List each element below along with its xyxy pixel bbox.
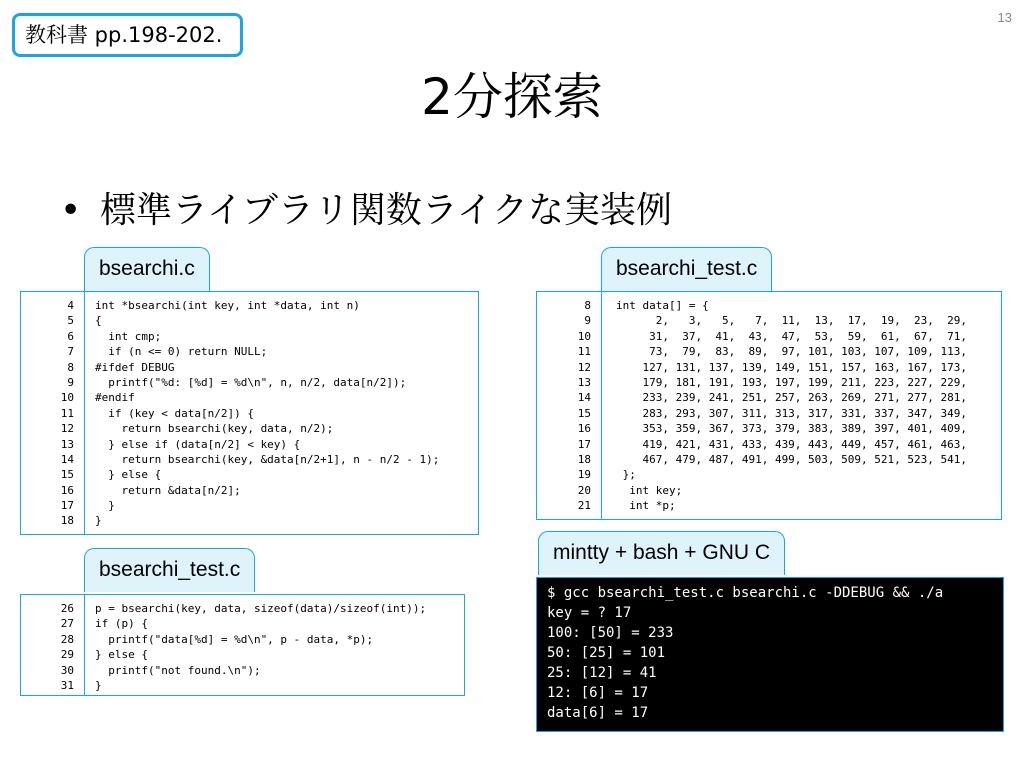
code-line: 419, 421, 431, 433, 439, 443, 449, 457, 461, 463, xyxy=(616,437,967,451)
tab-bsearchi-c: bsearchi.c xyxy=(84,247,210,291)
terminal-line: 25: [12] = 41 xyxy=(547,665,657,681)
code-box-bsearchi-test-c-search xyxy=(20,594,465,696)
code-line: p = bsearchi(key, data, sizeof(data)/sizeof(int)); xyxy=(95,602,427,615)
code-line: int data[] = { xyxy=(616,299,709,312)
code-line: } xyxy=(95,499,115,513)
line-number: 8 xyxy=(67,360,74,374)
tab-bsearchi-test-c-search: bsearchi_test.c xyxy=(84,548,255,592)
code-line: return &data[n/2]; xyxy=(95,483,241,497)
code-line: } else { xyxy=(95,468,162,482)
code-line: } xyxy=(95,514,102,528)
line-number: 16 xyxy=(577,422,591,436)
line-number: 7 xyxy=(67,345,74,359)
line-number: 29 xyxy=(60,648,74,662)
line-number: 5 xyxy=(67,314,74,328)
code-area xyxy=(85,292,478,534)
code-line: if (key < data[n/2]) { xyxy=(95,406,254,420)
line-number: 28 xyxy=(60,632,74,646)
terminal-line: 100: [50] = 233 xyxy=(547,625,674,641)
bullet-point xyxy=(60,185,672,237)
line-number: 27 xyxy=(60,617,74,631)
line-number: 18 xyxy=(577,452,591,466)
code-area xyxy=(85,595,464,695)
code-line: 2, 3, 5, 7, 11, 13, 17, 19, 23, 29, xyxy=(616,314,967,328)
line-number-gutter xyxy=(21,292,85,534)
code-line: 233, 239, 241, 251, 257, 263, 269, 271, 277, 281, xyxy=(616,391,967,405)
line-number: 18 xyxy=(60,514,74,528)
line-number: 17 xyxy=(577,437,591,451)
code-line: 283, 293, 307, 311, 313, 317, 331, 337, 347, 349, xyxy=(616,406,967,420)
line-number: 31 xyxy=(60,678,74,692)
terminal-line: data[6] = 17 xyxy=(547,705,649,721)
code-box-bsearchi-test-c-data xyxy=(536,291,1002,520)
line-number: 6 xyxy=(67,329,74,343)
line-number: 15 xyxy=(577,406,591,420)
code-line: #ifdef DEBUG xyxy=(95,360,175,374)
code-line: { xyxy=(95,314,102,328)
line-number: 15 xyxy=(60,468,74,482)
code-line: 467, 479, 487, 491, 499, 503, 509, 521, 523, 541, xyxy=(616,452,967,466)
code-line: 73, 79, 83, 89, 97, 101, 103, 107, 109, 113, xyxy=(616,345,967,359)
code-line: printf("%d: [%d] = %d\n", n, n/2, data[n/2]); xyxy=(95,375,407,389)
line-number: 17 xyxy=(60,499,74,513)
terminal-output xyxy=(536,577,1004,732)
code-line: } else if (data[n/2] < key) { xyxy=(95,437,301,451)
line-number: 11 xyxy=(577,345,591,359)
code-line: printf("data[%d] = %d\n", p - data, *p); xyxy=(95,632,374,646)
textbook-reference-badge: 教科書 pp.198-202. xyxy=(12,13,243,57)
line-number: 19 xyxy=(577,468,591,482)
bullet-text: 標準ライブラリ関数ライクな実装例 xyxy=(100,190,673,231)
code-line: if (n <= 0) return NULL; xyxy=(95,345,268,359)
line-number: 16 xyxy=(60,483,74,497)
code-line: int cmp; xyxy=(95,329,162,343)
tab-terminal: mintty + bash + GNU C xyxy=(538,531,785,575)
code-line: return bsearchi(key, &data[n/2+1], n - n/2 - 1); xyxy=(95,452,440,466)
page-number: 13 xyxy=(997,10,1012,25)
line-number: 13 xyxy=(577,375,591,389)
line-number: 13 xyxy=(60,437,74,451)
line-number: 10 xyxy=(577,329,591,343)
line-number: 12 xyxy=(577,360,591,374)
line-number: 20 xyxy=(577,483,591,497)
line-number: 14 xyxy=(60,452,74,466)
code-line: 353, 359, 367, 373, 379, 383, 389, 397, 401, 409, xyxy=(616,422,967,436)
code-line: }; xyxy=(616,468,636,482)
slide-title: 2分探索 xyxy=(421,68,603,126)
terminal-line: 50: [25] = 101 xyxy=(547,645,666,661)
code-line: if (p) { xyxy=(95,617,148,631)
line-number: 8 xyxy=(584,299,591,312)
line-number: 11 xyxy=(60,406,74,420)
code-line: 127, 131, 137, 139, 149, 151, 157, 163, 167, 173, xyxy=(616,360,967,374)
line-number: 21 xyxy=(577,499,591,513)
line-number: 30 xyxy=(60,663,74,677)
code-line: 31, 37, 41, 43, 47, 53, 59, 61, 67, 71, xyxy=(616,329,967,343)
line-number: 9 xyxy=(67,375,74,389)
code-line: } xyxy=(95,678,102,692)
tab-bsearchi-test-c-data: bsearchi_test.c xyxy=(601,247,772,291)
code-line: 179, 181, 191, 193, 197, 199, 211, 223, 227, 229, xyxy=(616,375,967,389)
code-line: #endif xyxy=(95,391,135,405)
code-line: int *bsearchi(int key, int *data, int n) xyxy=(95,299,360,312)
terminal-line: 12: [6] = 17 xyxy=(547,685,649,701)
code-line: printf("not found.\n"); xyxy=(95,663,261,677)
line-number: 10 xyxy=(60,391,74,405)
line-number-gutter xyxy=(21,595,85,695)
line-number: 9 xyxy=(584,314,591,328)
terminal-line: $ gcc bsearchi_test.c bsearchi.c -DDEBUG && ./a xyxy=(547,585,944,601)
line-number: 12 xyxy=(60,422,74,436)
bullet-dot: • xyxy=(60,190,82,231)
code-box-bsearchi-c xyxy=(20,291,479,535)
code-line: int *p; xyxy=(616,499,676,513)
code-line: int key; xyxy=(616,483,683,497)
line-number: 4 xyxy=(67,299,74,312)
line-number-gutter xyxy=(537,292,602,519)
terminal-line: key = ? 17 xyxy=(547,605,632,621)
code-line: } else { xyxy=(95,648,148,662)
line-number: 26 xyxy=(60,602,74,615)
line-number: 14 xyxy=(577,391,591,405)
code-line: return bsearchi(key, data, n/2); xyxy=(95,422,334,436)
code-area xyxy=(602,292,1001,519)
